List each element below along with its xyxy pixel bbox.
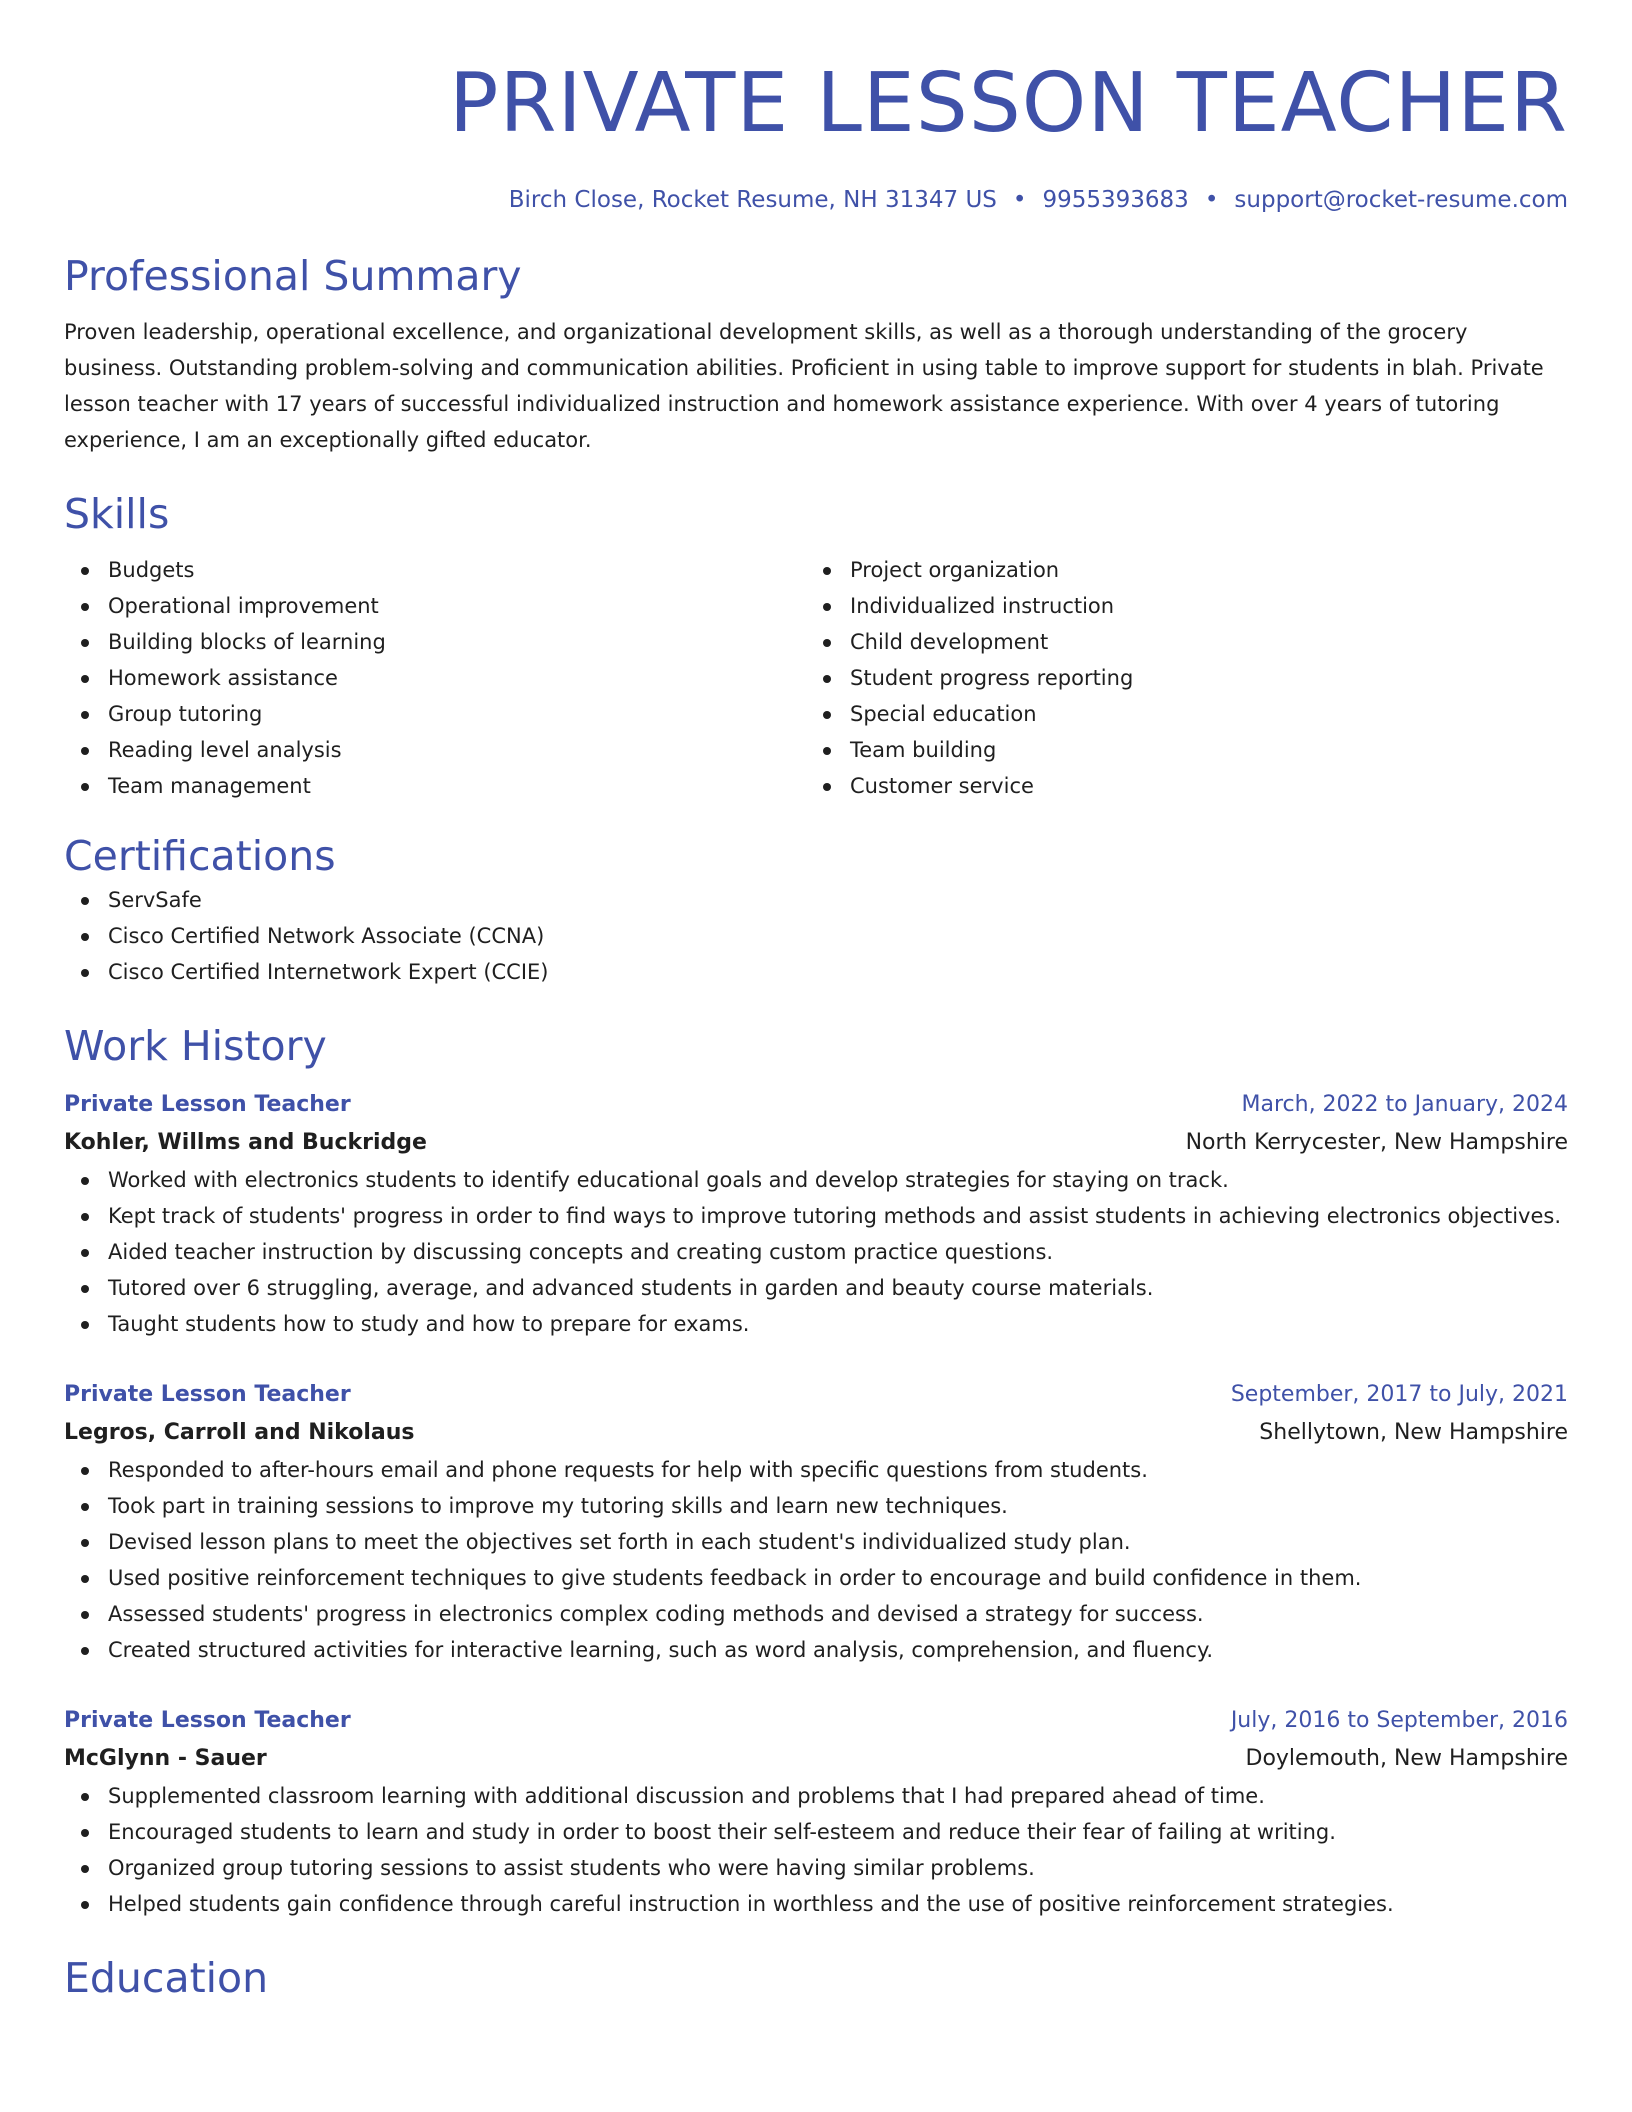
skill-item: Special education xyxy=(806,696,1548,732)
skills-list xyxy=(64,552,1568,804)
skill-item: Team building xyxy=(806,732,1548,768)
skill-item: Building blocks of learning xyxy=(64,624,806,660)
certification-item: Cisco Certified Network Associate (CCNA) xyxy=(64,918,1568,954)
skill-item: Customer service xyxy=(806,768,1548,804)
job-bullet: Created structured activities for interactive learning, such as word analysis, comprehension, and fluency. xyxy=(64,1632,1568,1668)
job-location: Shellytown, New Hampshire xyxy=(1259,1420,1568,1445)
job-bullet: Kept track of students' progress in order to find ways to improve tutoring methods and assist students in achieving electronics objectives. xyxy=(64,1198,1568,1234)
job-bullets xyxy=(64,1162,1568,1342)
skill-item: Team management xyxy=(64,768,806,804)
job-company-row xyxy=(64,1740,1568,1778)
contact-line xyxy=(64,184,1568,216)
job-bullet: Taught students how to study and how to prepare for exams. xyxy=(64,1306,1568,1342)
job-header-row xyxy=(64,1376,1568,1414)
education-heading: Education xyxy=(64,1954,269,2002)
job-title: Private Lesson Teacher xyxy=(64,1382,351,1407)
job-header-row xyxy=(64,1702,1568,1740)
job-company: McGlynn - Sauer xyxy=(64,1746,267,1771)
skill-item: Homework assistance xyxy=(64,660,806,696)
summary-text: Proven leadership, operational excellence, and organizational development skills, as well as a thorough understanding of the grocery business. Outstanding problem-solving and communication abilities. Proficient in using table to improve support for students in blah. Private lesson teacher with 17 years of successful individualized instruction and homework assistance experience. With over 4 years of tutoring experience, I am an exceptionally gifted educator. xyxy=(64,320,1544,452)
job-dates: July, 2016 to September, 2016 xyxy=(1230,1708,1568,1733)
certification-item: Cisco Certified Internetwork Expert (CCIE) xyxy=(64,954,1568,990)
job-company-row xyxy=(64,1414,1568,1452)
job-entry xyxy=(64,1702,1568,1922)
contact-email: support@rocket-resume.com xyxy=(1234,187,1568,213)
job-bullets xyxy=(64,1452,1568,1668)
contact-separator: • xyxy=(1012,187,1027,213)
job-bullet: Assessed students' progress in electronics complex coding methods and devised a strategy for success. xyxy=(64,1596,1568,1632)
skill-item: Child development xyxy=(806,624,1548,660)
job-entry xyxy=(64,1086,1568,1342)
job-entry xyxy=(64,1376,1568,1668)
contact-separator: • xyxy=(1204,187,1219,213)
job-bullet: Aided teacher instruction by discussing concepts and creating custom practice questions. xyxy=(64,1234,1568,1270)
job-company: Legros, Carroll and Nikolaus xyxy=(64,1420,415,1445)
job-bullet: Used positive reinforcement techniques to give students feedback in order to encourage and build confidence in them. xyxy=(64,1560,1568,1596)
job-bullet: Organized group tutoring sessions to assist students who were having similar problems. xyxy=(64,1850,1568,1886)
contact-address: Birch Close, Rocket Resume, NH 31347 US xyxy=(508,187,997,213)
job-bullet: Supplemented classroom learning with additional discussion and problems that I had prepared ahead of time. xyxy=(64,1778,1568,1814)
skills-column-left xyxy=(64,552,806,804)
job-bullets xyxy=(64,1778,1568,1922)
work-history-heading: Work History xyxy=(64,1022,327,1070)
job-bullet: Responded to after-hours email and phone requests for help with specific questions from students. xyxy=(64,1452,1568,1488)
job-bullet: Helped students gain confidence through careful instruction in worthless and the use of positive reinforcement strategies. xyxy=(64,1886,1568,1922)
job-title: Private Lesson Teacher xyxy=(64,1092,351,1117)
skills-column-right xyxy=(806,552,1548,804)
skill-item: Group tutoring xyxy=(64,696,806,732)
job-bullet: Worked with electronics students to identify educational goals and develop strategies for staying on track. xyxy=(64,1162,1568,1198)
certifications-heading: Certifications xyxy=(64,832,336,880)
resume-page xyxy=(64,0,1568,2004)
job-bullet: Tutored over 6 struggling, average, and advanced students in garden and beauty course materials. xyxy=(64,1270,1568,1306)
job-dates: September, 2017 to July, 2021 xyxy=(1230,1382,1568,1407)
job-dates: March, 2022 to January, 2024 xyxy=(1241,1092,1568,1117)
skill-item: Individualized instruction xyxy=(806,588,1548,624)
skill-item: Student progress reporting xyxy=(806,660,1548,696)
job-company-row xyxy=(64,1124,1568,1162)
job-company: Kohler, Willms and Buckridge xyxy=(64,1130,427,1155)
job-location: Doylemouth, New Hampshire xyxy=(1245,1746,1568,1771)
job-title: Private Lesson Teacher xyxy=(64,1708,351,1733)
contact-phone: 9955393683 xyxy=(1042,187,1189,213)
certifications-list xyxy=(64,882,1568,990)
job-bullet: Encouraged students to learn and study in order to boost their self-esteem and reduce their fear of failing at writing. xyxy=(64,1814,1568,1850)
skill-item: Project organization xyxy=(806,552,1548,588)
job-bullet: Devised lesson plans to meet the objectives set forth in each student's individualized study plan. xyxy=(64,1524,1568,1560)
certification-item: ServSafe xyxy=(64,882,1568,918)
job-header-row xyxy=(64,1086,1568,1124)
skill-item: Budgets xyxy=(64,552,806,588)
job-bullet: Took part in training sessions to improve my tutoring skills and learn new techniques. xyxy=(64,1488,1568,1524)
job-location: North Kerrycester, New Hampshire xyxy=(1185,1130,1568,1155)
resume-name: PRIVATE LESSON TEACHER xyxy=(449,56,1568,151)
skill-item: Reading level analysis xyxy=(64,732,806,768)
skill-item: Operational improvement xyxy=(64,588,806,624)
skills-heading: Skills xyxy=(64,490,170,538)
summary-heading: Professional Summary xyxy=(64,252,522,300)
